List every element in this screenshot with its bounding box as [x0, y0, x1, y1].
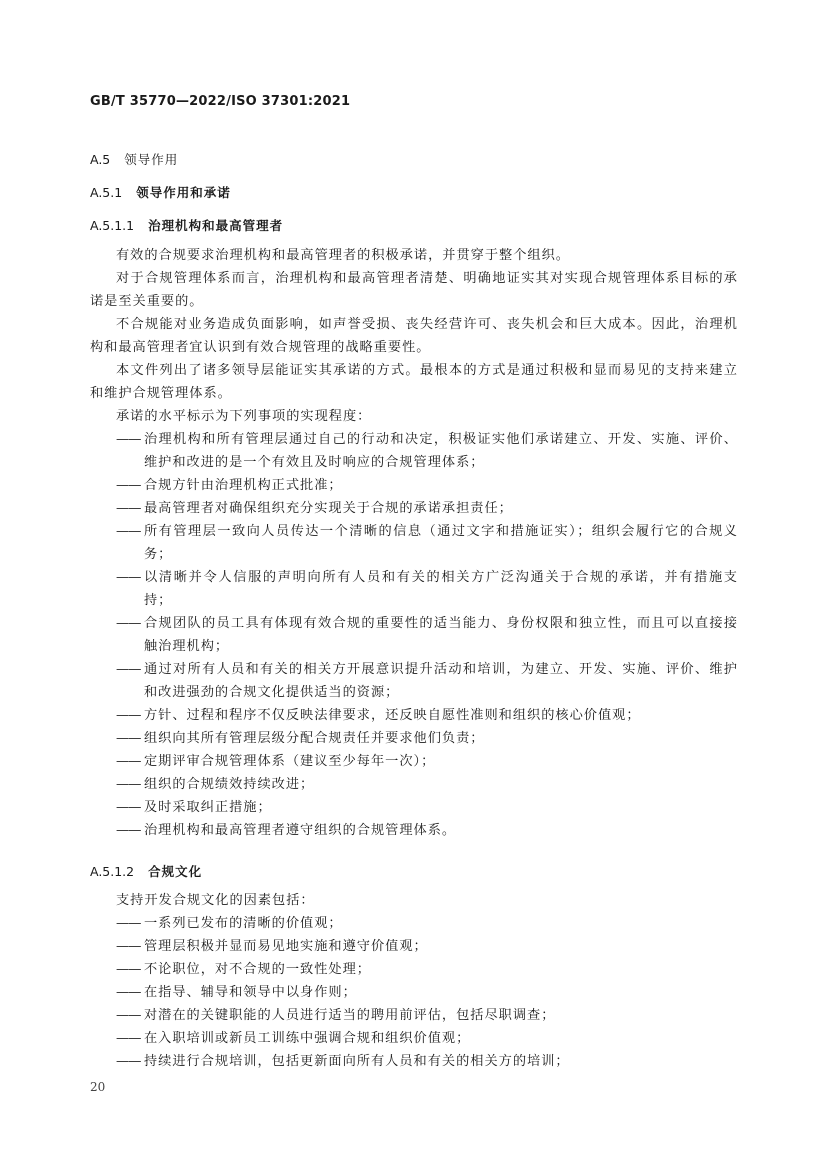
list-item [90, 428, 738, 474]
list-item-text: 定期评审合规管理体系（建议至少每年一次）； [144, 754, 436, 769]
list-item [90, 612, 738, 658]
list-item [90, 935, 738, 958]
list-dash: —— [116, 1054, 141, 1069]
list-item [90, 958, 738, 981]
standard-header: GB/T 35770—2022/ISO 37301:2021 [90, 94, 351, 109]
list-item-text: 在指导、辅导和领导中以身作则； [144, 985, 357, 1000]
list-dash: —— [116, 616, 141, 631]
paragraph: 对于合规管理体系而言，治理机构和最高管理者清楚、明确地证实其对实现合规管理体系目标的承诺是至关重要的。 [90, 271, 738, 309]
list-item-text: 所有管理层一致向人员传达一个清晰的信息（通过文字和措施证实）；组织会履行它的合规义务； [144, 524, 738, 562]
page-number: 20 [90, 1080, 106, 1094]
section-number: A.5.1.1 [90, 218, 135, 233]
paragraph: 有效的合规要求治理机构和最高管理者的积极承诺，并贯穿于整个组织。 [116, 248, 570, 263]
section-title: 领导作用和承诺 [136, 185, 231, 200]
section-title: 合规文化 [148, 864, 203, 879]
section-a511-body [90, 244, 738, 842]
list-item-text: 合规团队的员工具有体现有效合规的重要性的适当能力、身份权限和独立性，而且可以直接接触治理机构； [144, 616, 738, 654]
paragraph: 承诺的水平标示为下列事项的实现程度： [116, 409, 372, 424]
list-item-text: 管理层积极并显而易见地实施和遵守价值观； [144, 939, 428, 954]
list-item [90, 981, 738, 1004]
list-dash: —— [116, 432, 141, 447]
list-dash: —— [116, 708, 141, 723]
list-dash: —— [116, 916, 141, 931]
list-item-text: 以清晰并令人信服的声明向所有人员和有关的相关方广泛沟通关于合规的承诺，并有措施支持； [144, 570, 738, 608]
list-item [90, 566, 738, 612]
list-item-text: 合规方针由治理机构正式批准； [144, 478, 343, 493]
list-dash: —— [116, 985, 141, 1000]
list-item [90, 474, 738, 497]
section-a512-body [90, 889, 738, 1073]
list-dash: —— [116, 777, 141, 792]
list-dash: —— [116, 524, 141, 539]
list-item-text: 方针、过程和程序不仅反映法律要求，还反映自愿性准则和组织的核心价值观； [144, 708, 641, 723]
list-dash: —— [116, 962, 141, 977]
list-item [90, 497, 738, 520]
list-dash: —— [116, 939, 141, 954]
paragraph: 支持开发合规文化的因素包括： [116, 893, 315, 908]
list-item-text: 通过对所有人员和有关的相关方开展意识提升活动和培训，为建立、开发、实施、评价、维护和改进强劲的合规文化提供适当的资源； [144, 662, 738, 700]
list-item [90, 750, 738, 773]
section-number: A.5.1 [90, 185, 123, 200]
list-dash: —— [116, 800, 141, 815]
list-item [90, 658, 738, 704]
list-item [90, 912, 738, 935]
paragraph: 本文件列出了诸多领导层能证实其承诺的方式。最根本的方式是通过积极和显而易见的支持来建立和维护合规管理体系。 [90, 363, 738, 401]
list-item [90, 796, 738, 819]
list-dash: —— [116, 1008, 141, 1023]
list-item [90, 704, 738, 727]
list-item-text: 及时采取纠正措施； [144, 800, 272, 815]
list-item [90, 520, 738, 566]
section-heading-a51 [90, 183, 231, 201]
section-heading-a5 [90, 150, 178, 168]
list-item-text: 治理机构和所有管理层通过自己的行动和决定，积极证实他们承诺建立、开发、实施、评价、维护和改进的是一个有效且及时响应的合规管理体系； [144, 432, 738, 470]
list-dash: —— [116, 501, 141, 516]
list-dash: —— [116, 662, 141, 677]
list-item-text: 对潜在的关键职能的人员进行适当的聘用前评估，包括尽职调查； [144, 1008, 556, 1023]
list-item [90, 1050, 738, 1073]
list-item-text: 组织向其所有管理层级分配合规责任并要求他们负责； [144, 731, 485, 746]
list-dash: —— [116, 731, 141, 746]
section-number: A.5.1.2 [90, 864, 135, 879]
list-item-text: 不论职位，对不合规的一致性处理； [144, 962, 371, 977]
list-item-text: 组织的合规绩效持续改进； [144, 777, 315, 792]
section-heading-a512 [90, 862, 202, 880]
list-item [90, 727, 738, 750]
list-item [90, 1004, 738, 1027]
list-dash: —— [116, 570, 141, 585]
list-item-text: 一系列已发布的清晰的价值观； [144, 916, 343, 931]
paragraph: 不合规能对业务造成负面影响，如声誉受损、丧失经营许可、丧失机会和巨大成本。因此，治理机构和最高管理者宜认识到有效合规管理的战略重要性。 [90, 317, 738, 355]
section-title: 治理机构和最高管理者 [148, 218, 284, 233]
list-dash: —— [116, 754, 141, 769]
list-item-text: 在入职培训或新员工训练中强调合规和组织价值观； [144, 1031, 471, 1046]
list-dash: —— [116, 478, 141, 493]
list-item [90, 1027, 738, 1050]
list-item [90, 773, 738, 796]
list-item-text: 最高管理者对确保组织充分实现关于合规的承诺承担责任； [144, 501, 513, 516]
list-dash: —— [116, 823, 141, 838]
list-item-text: 治理机构和最高管理者遵守组织的合规管理体系。 [144, 823, 457, 838]
list-item [90, 819, 738, 842]
section-heading-a511 [90, 216, 283, 234]
list-dash: —— [116, 1031, 141, 1046]
section-title: 领导作用 [124, 152, 179, 167]
list-item-text: 持续进行合规培训，包括更新面向所有人员和有关的相关方的培训； [144, 1054, 570, 1069]
section-number: A.5 [90, 152, 111, 167]
